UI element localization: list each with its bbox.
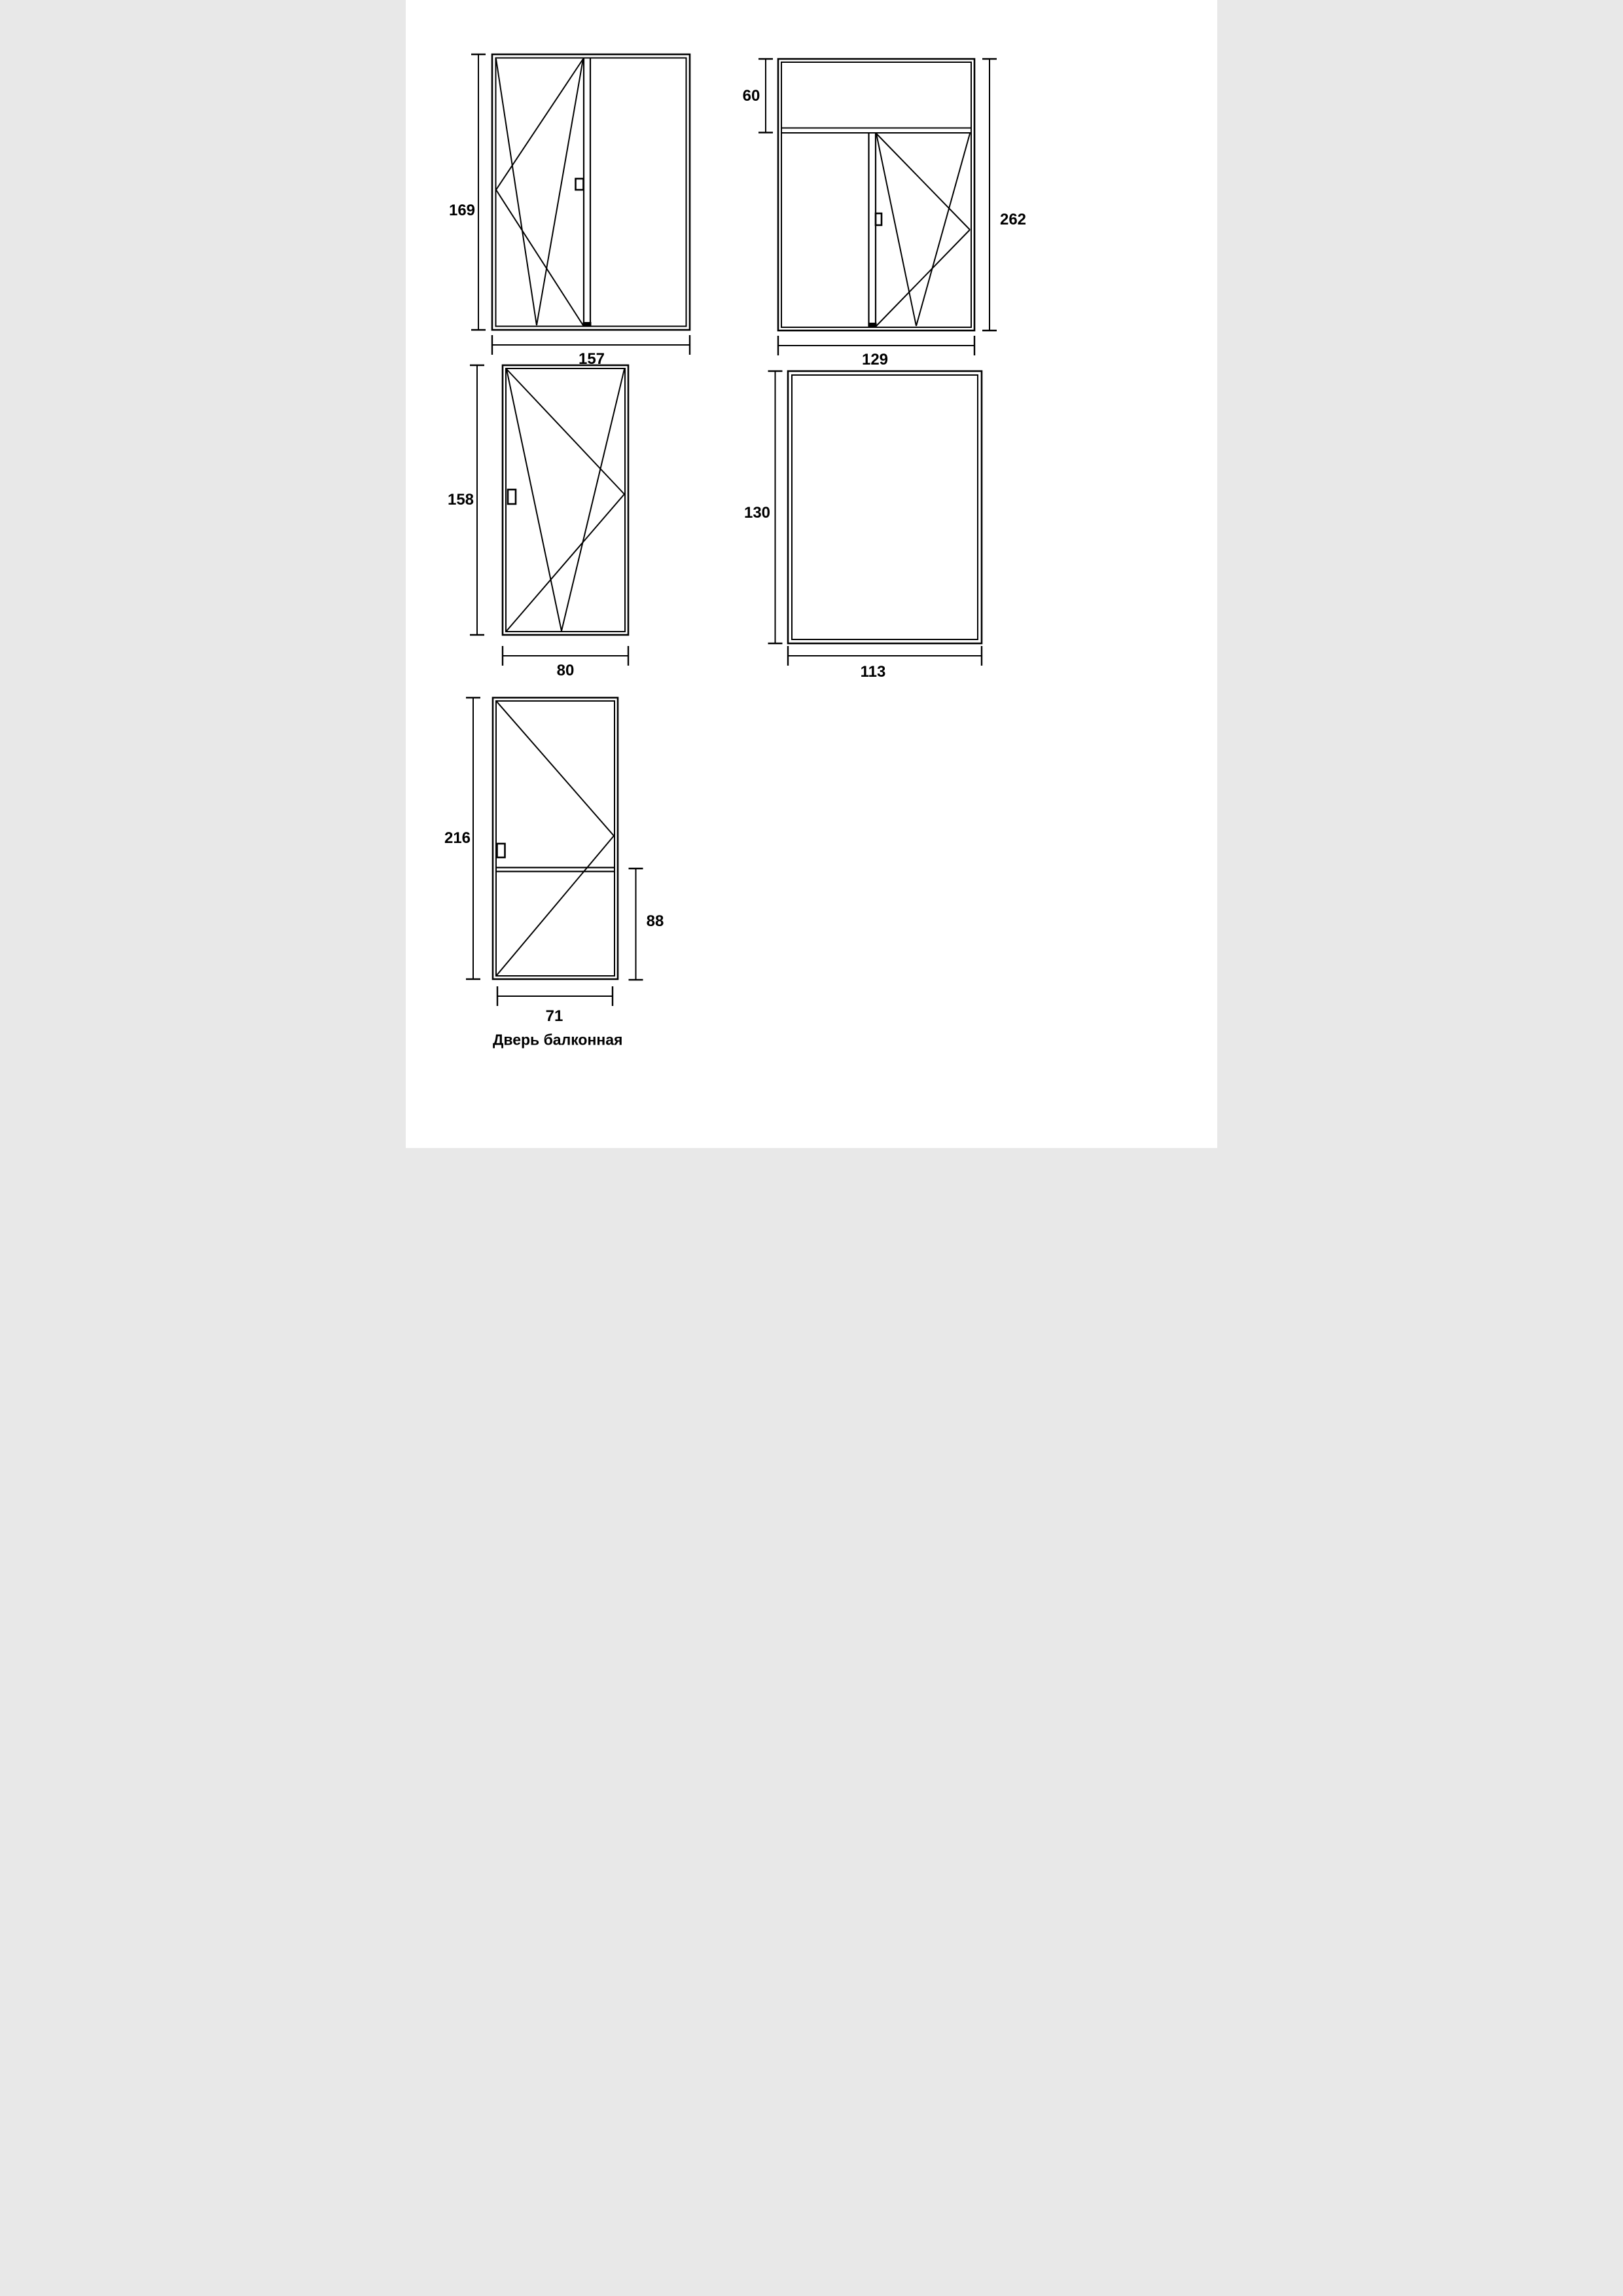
- turn-symbol-lower: [876, 230, 970, 326]
- frame-outer: [503, 365, 628, 635]
- turn-symbol-lower: [507, 494, 624, 631]
- caption-balcony-door: Дверь балконная: [493, 1031, 623, 1049]
- handle-icon: [876, 213, 882, 225]
- dim-label-height: 169: [448, 202, 476, 219]
- tilt-symbol-left: [507, 369, 562, 631]
- dim-label-transom: 60: [742, 87, 760, 105]
- handle-icon: [497, 844, 505, 857]
- handle-icon: [576, 179, 584, 190]
- window-middle-left: [470, 365, 628, 666]
- balcony-door: [466, 698, 643, 1006]
- tilt-symbol-left: [876, 134, 916, 326]
- dim-label-width: 157: [578, 350, 605, 368]
- tilt-symbol-right: [916, 134, 970, 326]
- dim-label-height: 158: [447, 491, 474, 509]
- dim-label-height: 262: [999, 211, 1027, 228]
- dim-label-lower-panel: 88: [646, 912, 664, 930]
- frame-inner: [506, 368, 625, 632]
- frame-outer: [493, 698, 618, 979]
- window-middle-right: [768, 371, 982, 666]
- frame-inner: [792, 375, 978, 639]
- drawing-sheet: [406, 0, 1217, 1148]
- drawing-canvas: [406, 0, 1217, 1148]
- window-top-left: [471, 54, 690, 355]
- tilt-symbol-left: [496, 59, 537, 325]
- turn-symbol-upper: [497, 702, 614, 836]
- turn-symbol-upper: [507, 369, 624, 494]
- frame-inner: [496, 701, 615, 976]
- turn-symbol-upper: [496, 59, 583, 190]
- turn-symbol-lower: [497, 836, 614, 975]
- tilt-symbol-right: [562, 369, 624, 631]
- dim-label-height: 216: [444, 829, 471, 847]
- dim-label-width: 71: [545, 1007, 563, 1025]
- dim-label-width: 129: [861, 351, 889, 368]
- dim-label-width: 113: [860, 663, 886, 681]
- handle-icon: [508, 490, 516, 504]
- dim-label-height: 130: [743, 504, 771, 522]
- frame-outer: [788, 371, 982, 643]
- tilt-symbol-right: [537, 59, 583, 325]
- window-top-right: [758, 59, 997, 355]
- dim-label-width: 80: [556, 662, 575, 679]
